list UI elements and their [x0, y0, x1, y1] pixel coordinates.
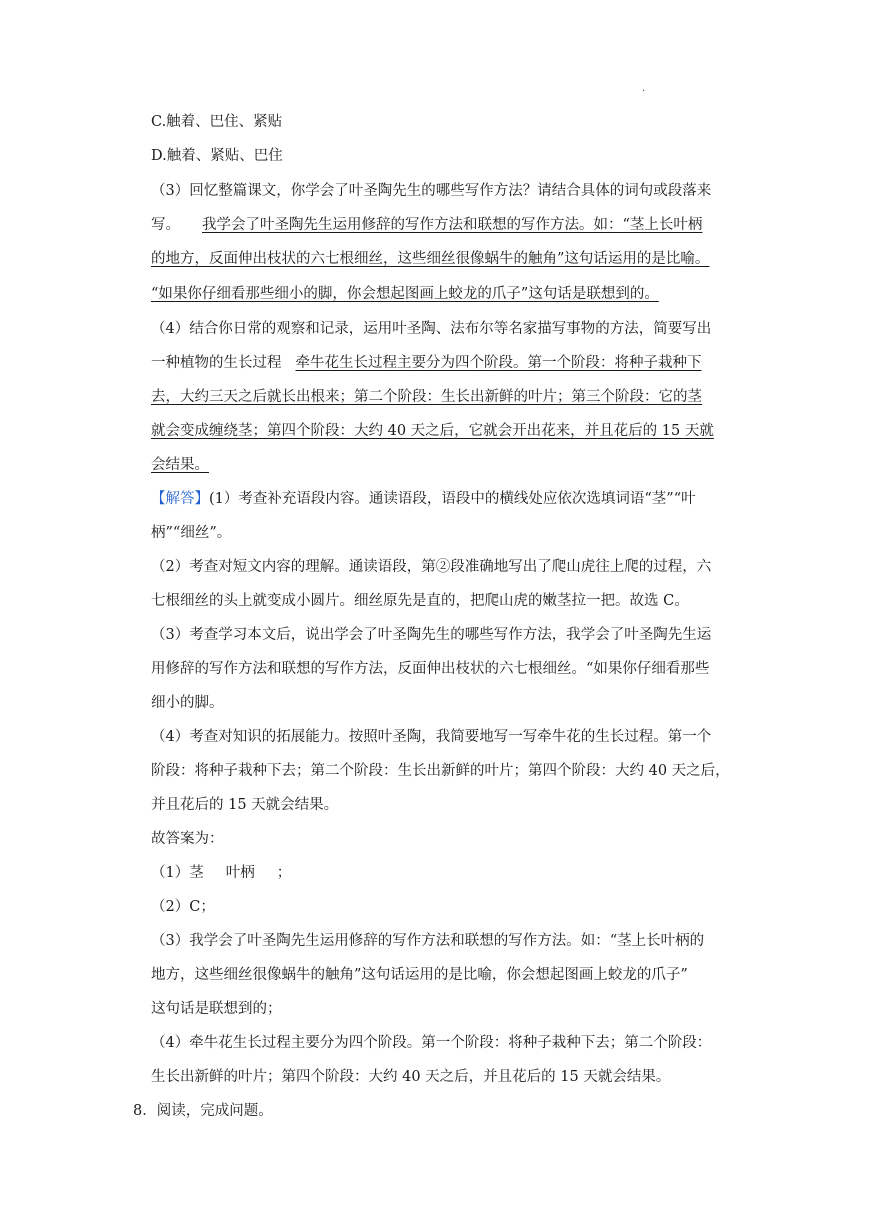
question-3-line-2 [151, 215, 702, 235]
analysis-heading: 【解答】 [151, 491, 209, 507]
analysis-1-line-2: 柄”“细丝”。 [151, 525, 232, 541]
question-3-answer-line-2: 的地方，反面伸出枝状的六七根细丝，这些细丝很像蜗牛的触角”这句话运用的是比喻。 [151, 251, 710, 267]
answer-3-line-1: （3）我学会了叶圣陶先生运用修辞的写作方法和联想的写作方法。如：“茎上长叶柄的 [151, 933, 705, 949]
analysis-3-line-3: 细小的脚。 [151, 695, 224, 711]
question-4-prefix: 一种植物的生长过程 [151, 355, 282, 371]
page-marker-dot: . [642, 83, 646, 94]
question-3-line-1: （3）回忆整篇课文，你学会了叶圣陶先生的哪些写作方法？请结合具体的词句或段落来 [151, 183, 712, 199]
question-4-line-1: （4）结合你日常的观察和记录，运用叶圣陶、法布尔等名家描写事物的方法，简要写出 [151, 321, 712, 337]
question-4-answer-line-4: 会结果。 [151, 457, 209, 473]
question-4-answer-line-2: 去，大约三天之后就长出根来；第二个阶段：生长出新鲜的叶片；第三个阶段：它的茎 [151, 389, 702, 405]
answer-3-line-2: 地方，这些细丝很像蜗牛的触角”这句话运用的是比喻，你会想起图画上蛟龙的爪子” [151, 967, 688, 983]
analysis-1-line-1: 【解答】(1）考查补充语段内容。通读语段，语段中的横线处应依次选填词语“茎”“叶 [151, 491, 696, 507]
question-4-line-2 [151, 353, 702, 373]
answer-4-line-2: 生长出新鲜的叶片；第四个阶段：大约 40 天之后，并且花后的 15 天就会结果。 [151, 1069, 671, 1085]
analysis-3-line-2: 用修辞的写作方法和联想的写作方法，反面伸出枝状的六七根细丝。“如果你仔细看那些 [151, 661, 710, 677]
option-d: D.触着、紧贴、巴住 [151, 148, 283, 164]
analysis-4-line-3: 并且花后的 15 天就会结果。 [151, 797, 339, 813]
option-c: C.触着、巴住、紧贴 [151, 114, 283, 130]
answer-4-line-1: （4）牵牛花生长过程主要分为四个阶段。第一个阶段：将种子栽种下去；第二个阶段： [151, 1035, 712, 1051]
question-4-answer-start: 牵牛花生长过程主要分为四个阶段。第一个阶段：将种子栽种下 [295, 355, 702, 371]
answer-3-line-3: 这句话是联想到的； [151, 1001, 282, 1017]
answer-heading: 故答案为： [151, 831, 224, 847]
answer-2: （2）C； [151, 899, 215, 915]
analysis-4-line-2: 阶段：将种子栽种下去；第二个阶段：生长出新鲜的叶片；第四个阶段：大约 40 天之后， [151, 763, 730, 779]
question-3-answer-line-3: “如果你仔细看那些细小的脚，你会想起图画上蛟龙的爪子”这句话是联想到的。 [151, 286, 659, 302]
question-4-answer-line-3: 就会变成缠绕茎；第四个阶段：大约 40 天之后，它就会开出花来，并且花后的 15 天就 [151, 423, 714, 439]
answer-1: （1）茎 叶柄 ； [151, 865, 292, 881]
analysis-2-line-1: （2）考查对短文内容的理解。通读语段，第②段准确地写出了爬山虎往上爬的过程，六 [151, 559, 712, 575]
question-3-prefix: 写。 [151, 217, 180, 233]
question-3-answer-start: 我学会了叶圣陶先生运用修辞的写作方法和联想的写作方法。如：“茎上长叶柄 [202, 217, 703, 233]
analysis-2-line-2: 七根细丝的头上就变成小圆片。细丝原先是直的，把爬山虎的嫩茎拉一把。故选 C。 [151, 593, 689, 609]
question-8-heading: 8．阅读，完成问题。 [133, 1103, 273, 1119]
analysis-4-line-1: （4）考查对知识的拓展能力。按照叶圣陶，我简要地写一写牵牛花的生长过程。第一个 [151, 729, 712, 745]
analysis-3-line-1: （3）考查学习本文后，说出学会了叶圣陶先生的哪些写作方法，我学会了叶圣陶先生运 [151, 627, 712, 643]
